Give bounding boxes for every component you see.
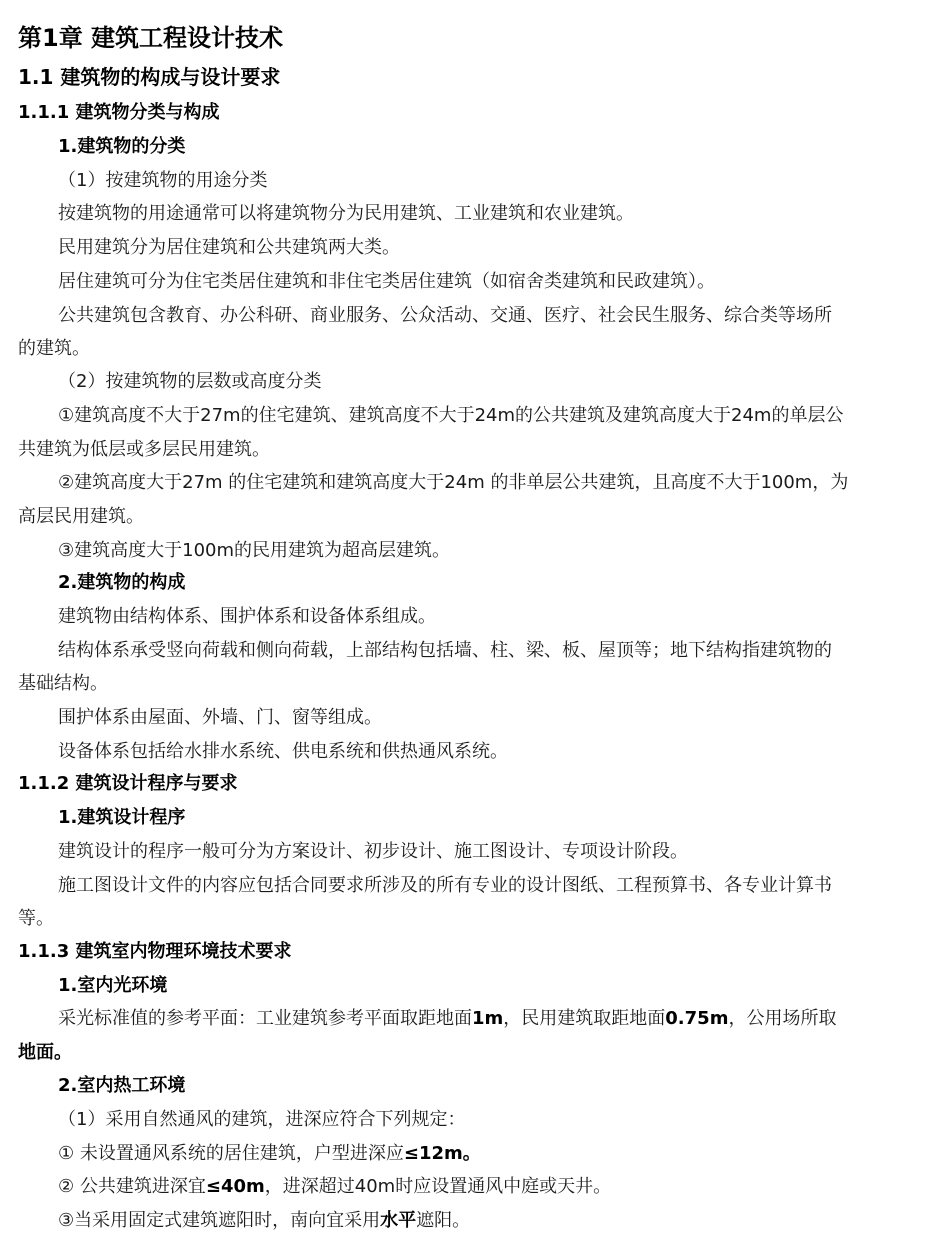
section-heading-1-1: 1.1 建筑物的构成与设计要求	[18, 65, 281, 89]
emphasis-value: 1m	[472, 1008, 504, 1029]
item-heading-building-classification: 1.建筑物的分类	[58, 136, 186, 157]
text-run: ，进深超过40m时应设置通风中庭或天井。	[264, 1176, 612, 1197]
subsection-heading-1-1-3: 1.1.3 建筑室内物理环境技术要求	[18, 941, 292, 962]
paragraph-text: 结构体系承受竖向荷载和侧向荷载，上部结构包括墙、柱、梁、板、屋顶等；地下结构指建筑物的	[58, 640, 832, 661]
paragraph-rule-2	[58, 1174, 611, 1200]
paragraph-text-continuation: 高层民用建筑。	[18, 506, 144, 527]
text-run: ，民用建筑取距地面	[503, 1008, 666, 1029]
emphasis-value: ≤12m。	[403, 1143, 481, 1164]
paragraph-rule-3	[58, 1208, 470, 1234]
paragraph-text: 围护体系由屋面、外墙、门、窗等组成。	[58, 707, 382, 728]
item-heading-indoor-thermal: 2.室内热工环境	[58, 1075, 186, 1096]
paragraph-text-continuation: 共建筑为低层或多层民用建筑。	[18, 439, 270, 460]
paragraph-text: 施工图设计文件的内容应包括合同要求所涉及的所有专业的设计图纸、工程预算书、各专业计算书	[58, 875, 832, 896]
text-run: 遮阳。	[416, 1210, 471, 1231]
text-run: ① 未设置通风系统的居住建筑，户型进深应	[58, 1143, 404, 1164]
paragraph-text: ②建筑高度大于27m 的住宅建筑和建筑高度大于24m 的非单层公共建筑，且高度不大于100m，为	[58, 472, 849, 493]
emphasis-value: ≤40m	[205, 1176, 265, 1197]
emphasis-value: 水平	[380, 1210, 417, 1231]
text-run: ③当采用固定式建筑遮阳时，南向宜采用	[58, 1210, 381, 1231]
subsection-heading-1-1-1: 1.1.1 建筑物分类与构成	[18, 102, 220, 123]
paragraph-text: 民用建筑分为居住建筑和公共建筑两大类。	[58, 237, 400, 258]
item-heading-building-composition: 2.建筑物的构成	[58, 572, 186, 593]
text-run: ② 公共建筑进深宜	[58, 1176, 206, 1197]
subsection-heading-1-1-2: 1.1.2 建筑设计程序与要求	[18, 773, 238, 794]
paragraph-text: 按建筑物的用途通常可以将建筑物分为民用建筑、工业建筑和农业建筑。	[58, 203, 634, 224]
paragraph-rule-1	[58, 1141, 481, 1167]
paragraph-text: ③建筑高度大于100m的民用建筑为超高层建筑。	[58, 540, 451, 561]
paragraph-heading-by-height: （2）按建筑物的层数或高度分类	[58, 371, 322, 392]
item-heading-design-procedure: 1.建筑设计程序	[58, 807, 186, 828]
emphasis-value: 0.75m	[665, 1008, 729, 1029]
paragraph-text-continuation: 等。	[18, 908, 54, 929]
text-run: 采光标准值的参考平面：工业建筑参考平面取距地面	[58, 1008, 472, 1029]
paragraph-text: ①建筑高度不大于27m的住宅建筑、建筑高度不大于24m的公共建筑及建筑高度大于24m的单层公	[58, 405, 844, 426]
paragraph-heading-natural-ventilation: （1）采用自然通风的建筑，进深应符合下列规定：	[58, 1109, 466, 1130]
paragraph-text-continuation: 地面。	[18, 1042, 72, 1063]
paragraph-text-continuation: 的建筑。	[18, 338, 90, 359]
paragraph-text: 建筑物由结构体系、围护体系和设备体系组成。	[58, 606, 436, 627]
paragraph-text: 设备体系包括给水排水系统、供电系统和供热通风系统。	[58, 741, 508, 762]
paragraph-heading-by-use: （1）按建筑物的用途分类	[58, 170, 268, 191]
paragraph-text-continuation: 基础结构。	[18, 673, 108, 694]
paragraph-text: 公共建筑包含教育、办公科研、商业服务、公众活动、交通、医疗、社会民生服务、综合类等场所	[58, 305, 832, 326]
chapter-title: 第1章 建筑工程设计技术	[18, 24, 284, 52]
paragraph-text: 居住建筑可分为住宅类居住建筑和非住宅类居住建筑（如宿舍类建筑和民政建筑）。	[58, 271, 715, 292]
paragraph-lighting-reference	[58, 1006, 836, 1032]
paragraph-text: 建筑设计的程序一般可分为方案设计、初步设计、施工图设计、专项设计阶段。	[58, 841, 688, 862]
item-heading-indoor-light: 1.室内光环境	[58, 975, 168, 996]
text-run: ，公用场所取	[728, 1008, 837, 1029]
